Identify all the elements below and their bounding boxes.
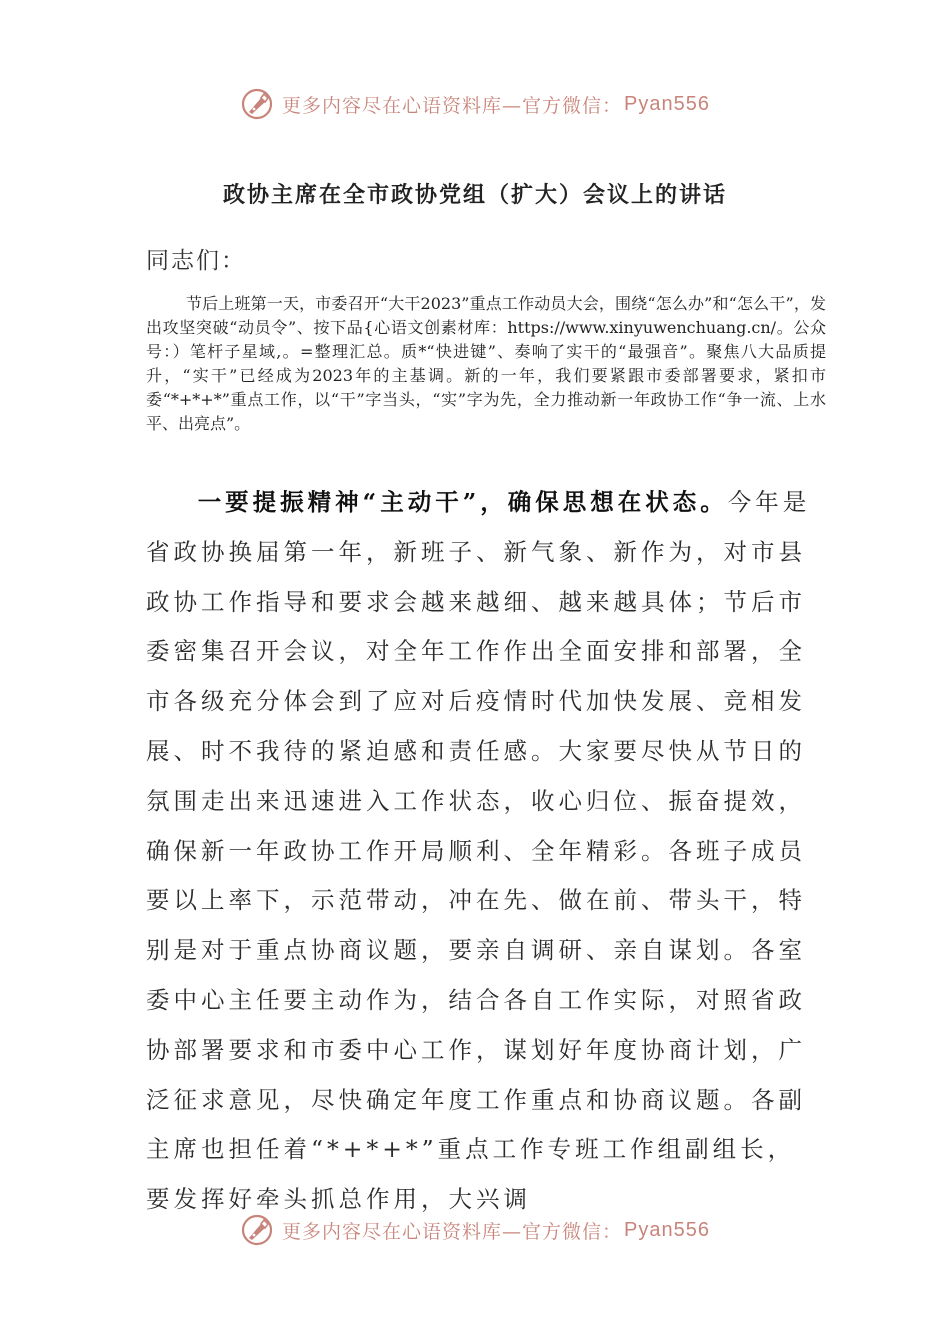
section-1-heading: 一要提振精神“主动干”，确保思想在状态。	[197, 488, 728, 516]
header-watermark	[0, 84, 950, 124]
greeting: 同志们：	[146, 248, 246, 274]
section-1-paragraph	[146, 478, 814, 1225]
watermark-text: 更多内容尽在心语资料库—官方微信：	[282, 94, 623, 117]
pen-nib-logo-icon	[240, 87, 274, 121]
intro-paragraph: 节后上班第一天，市委召开“大干2023”重点工作动员大会，围绕“怎么办”和“怎么干”，发出攻坚突破“动员令”、按下品{心语文创素材库：https://www.xinyuwenchuang.cn/。公众号：）笔杆子星域,。=整理汇总。质*“快进键”、奏响了实干的“最强音”。聚焦八大品质提升，“实干”已经成为2023年的主基调。新的一年，我们要紧跟市委部署要求，紧扣市委“*+*+*”重点工作，以“干”字当头，“实”字为先，全力推动新一年政协工作“争一流、上水平、出亮点”。	[146, 294, 826, 433]
pen-nib-logo-icon	[240, 1213, 274, 1247]
watermark-wechat-id: Pyan556	[624, 1218, 710, 1241]
footer-watermark	[0, 1210, 950, 1250]
document-title: 政协主席在全市政协党组（扩大）会议上的讲话	[222, 182, 727, 208]
watermark-wechat-id: Pyan556	[624, 92, 710, 115]
watermark-text: 更多内容尽在心语资料库—官方微信：	[282, 1220, 623, 1243]
section-1-body: 今年是省政协换届第一年，新班子、新气象、新作为，对市县政协工作指导和要求会越来越细、越来越具体；节后市委密集召开会议，对全年工作作出全面安排和部署，全市各级充分体会到了应对后疫情时代加快发展、竞相发展、时不我待的紧迫感和责任感。大家要尽快从节日的氛围走出来迅速进入工作状态，收心归位、振奋提效，确保新一年政协工作开局顺利、全年精彩。各班子成员要以上率下，示范带动，冲在先、做在前、带头干，特别是对于重点协商议题，要亲自调研、亲自谋划。各室委中心主任要主动作为，结合各自工作实际，对照省政协部署要求和市委中心工作，谋划好年度协商计划，广泛征求意见，尽快确定年度工作重点和协商议题。各副主席也担任着“*+*+*”重点工作专班工作组副组长，要发挥好牵头抓总作用，大兴调	[146, 488, 811, 1214]
